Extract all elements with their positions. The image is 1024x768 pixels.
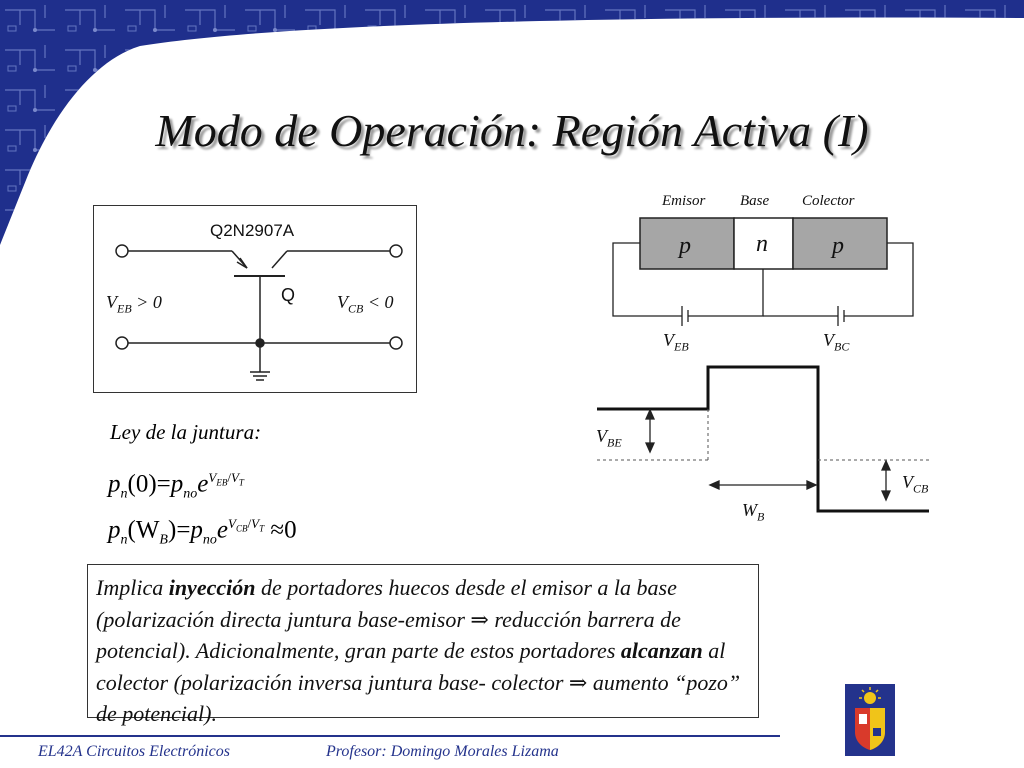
potential-diagram bbox=[597, 367, 929, 511]
transistor-name: Q2N2907A bbox=[210, 221, 295, 240]
transistor-ref: Q bbox=[281, 285, 296, 305]
collector-header: Colector bbox=[802, 193, 855, 209]
vcb-label: $V_{CB}$ bbox=[902, 472, 929, 496]
region-label-collector: p bbox=[832, 233, 844, 259]
region-label-base: n bbox=[756, 231, 768, 257]
emitter-terminal-icon bbox=[116, 245, 128, 257]
footer-professor: Profesor: Domingo Morales Lizama bbox=[326, 743, 559, 760]
wb-label: $W_B$ bbox=[742, 500, 765, 524]
region-label-emitter: p bbox=[679, 233, 691, 259]
university-crest-icon bbox=[845, 684, 895, 756]
base-header: Base bbox=[740, 193, 770, 209]
emitter-header: Emisor bbox=[662, 193, 706, 209]
potential-profile bbox=[597, 367, 929, 511]
slide-title: Modo de Operación: Región Activa (I) bbox=[155, 105, 869, 156]
junction-dot-icon bbox=[256, 339, 264, 347]
veb-source-label: $V_{EB}$ bbox=[663, 330, 689, 354]
veb-condition: $V_{EB} > 0$ bbox=[106, 292, 162, 316]
equation-2: $p_n(W_B)=p_{no}e^{V_{CB}/V_T} \approx 0$ bbox=[108, 516, 297, 548]
vbe-label: $V_{BE}$ bbox=[596, 426, 622, 450]
vcb-condition: $V_{CB} < 0$ bbox=[337, 292, 394, 316]
collector-terminal-icon bbox=[390, 245, 402, 257]
law-heading: Ley de la juntura: bbox=[110, 420, 262, 444]
footer-course: EL42A Circuitos Electrónicos bbox=[38, 743, 230, 760]
vbc-source-label: $V_{BC}$ bbox=[823, 330, 850, 354]
ground-terminal-left-icon bbox=[116, 337, 128, 349]
equation-1: $p_n(0)=p_{no}e^{V_{EB}/V_T}$ bbox=[108, 470, 244, 502]
explanation-box: Implica inyección de portadores huecos desde el emisor a la base (polarización directa juntura base-emisor ⇒ reducción barrera de potencial). Adicionalmente, gran parte de estos portadores alcanzan al colector (polarización inversa juntura base- colector ⇒ aumento “pozo” de potencial). bbox=[87, 564, 759, 718]
ground-terminal-right-icon bbox=[390, 337, 402, 349]
footer-divider bbox=[0, 735, 780, 737]
